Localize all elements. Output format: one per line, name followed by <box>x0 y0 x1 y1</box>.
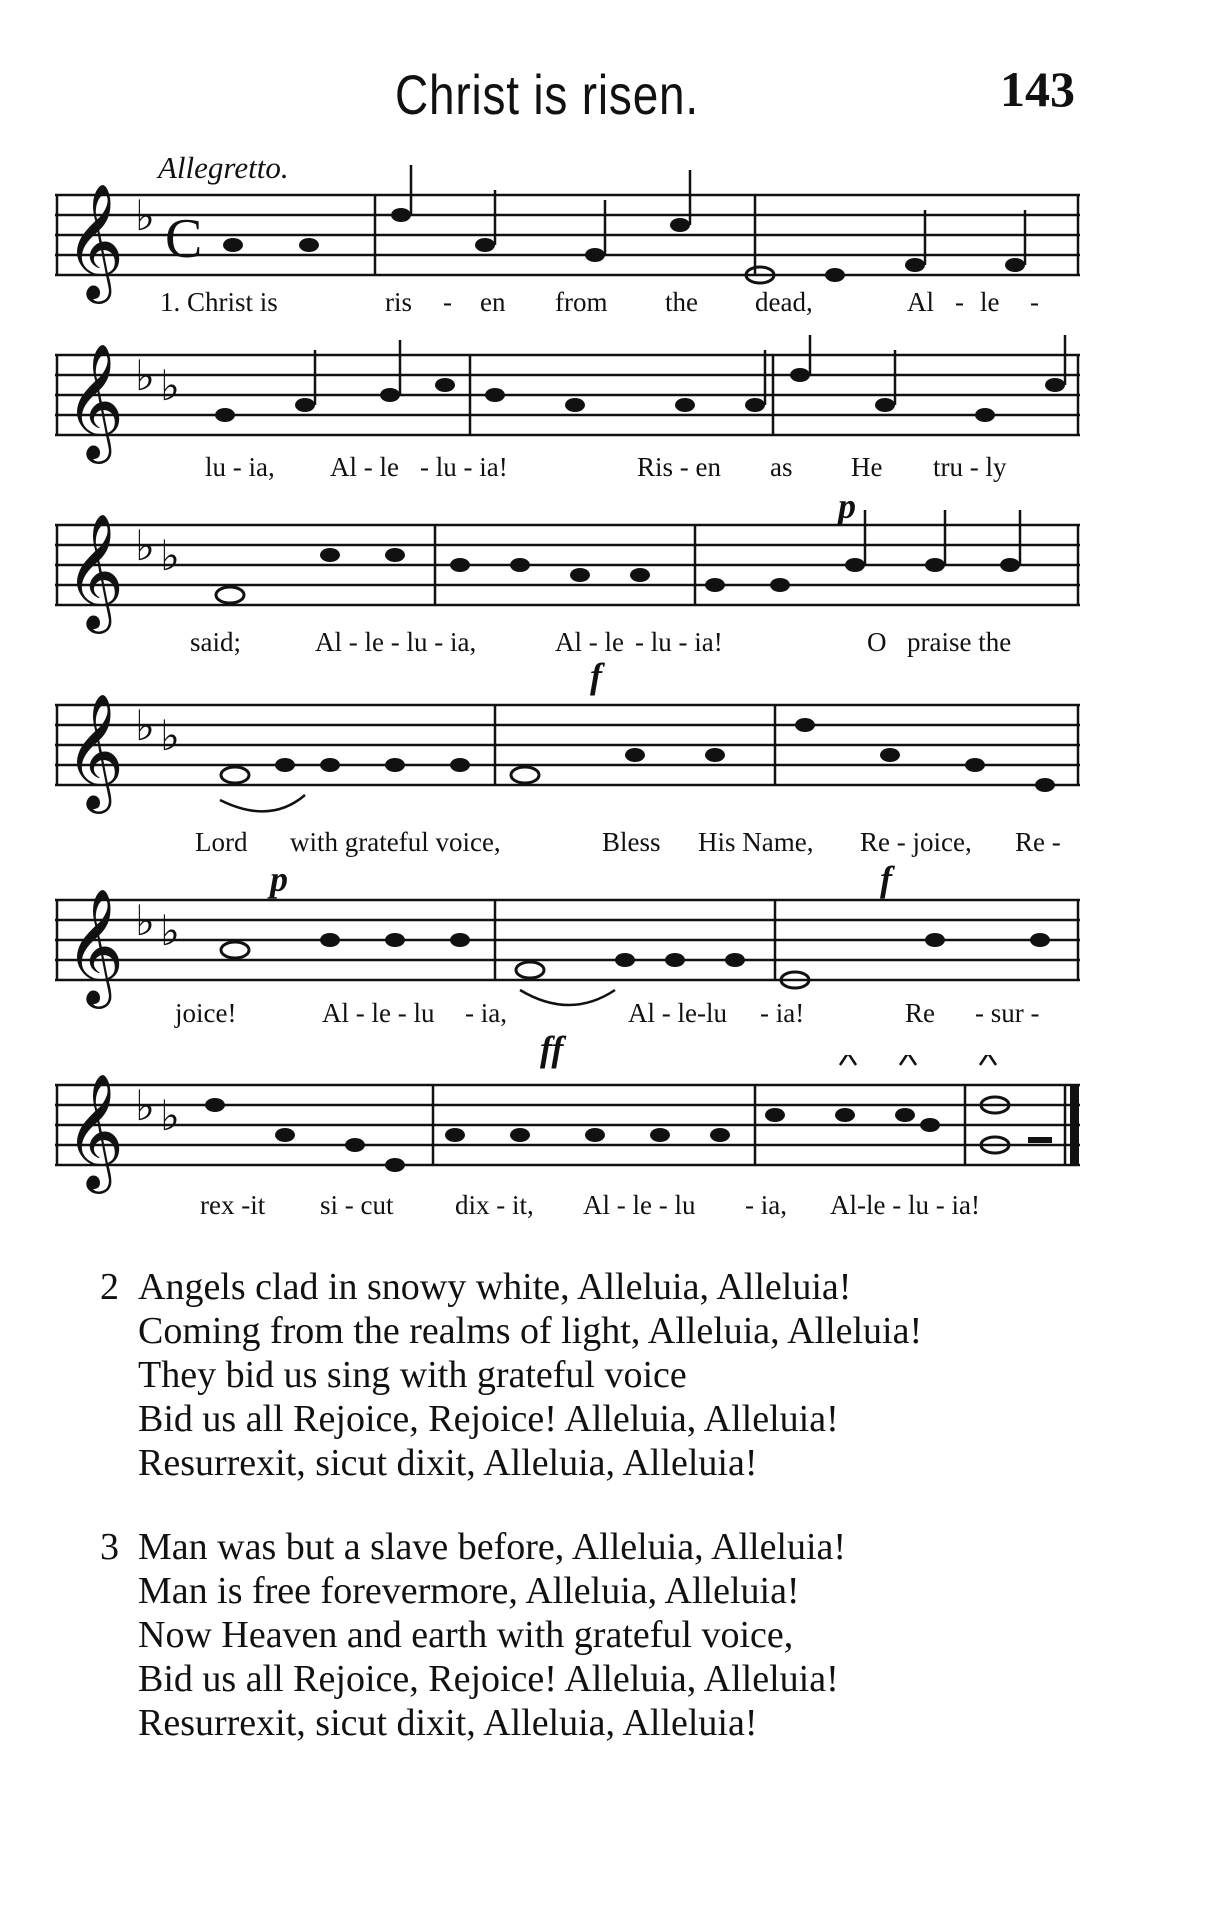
lyric-syllable: Al-le - lu - ia! <box>830 1190 980 1220</box>
svg-text:𝄞: 𝄞 <box>65 346 125 457</box>
verse-2 <box>100 1265 922 1485</box>
verse-line <box>100 1353 922 1397</box>
lyric-syllable: - <box>955 287 964 317</box>
svg-text:C: C <box>165 208 203 270</box>
music-system-3 <box>55 505 1085 655</box>
lyric-syllable: Bless <box>602 827 661 857</box>
music-system-1 <box>55 165 1085 315</box>
lyric-syllable: Al - le <box>330 452 399 482</box>
verse-text: Now Heaven and earth with grateful voice, <box>138 1614 794 1656</box>
lyric-syllable: O <box>867 627 887 657</box>
verse-line <box>100 1441 922 1485</box>
lyric-syllable: Al - le - lu - ia, <box>315 627 477 657</box>
music-system-2 <box>55 335 1085 485</box>
svg-text:♭: ♭ <box>135 524 155 570</box>
lyric-syllable: Re - <box>1015 827 1061 857</box>
verse-line <box>100 1265 922 1309</box>
staff-6 <box>55 1055 1085 1205</box>
dynamic-f-1: f <box>590 656 602 696</box>
verse-text: Angels clad in snowy white, Alleluia, Alleluia! <box>138 1266 852 1308</box>
svg-text:♭: ♭ <box>160 909 180 955</box>
lyric-syllable: joice! <box>175 998 237 1028</box>
verse-number: 2 <box>100 1266 119 1308</box>
verse-line <box>100 1525 922 1569</box>
verse-line <box>100 1397 922 1441</box>
lyric-syllable: Al - le <box>555 627 624 657</box>
lyric-syllable: He <box>851 452 883 482</box>
svg-text:𝄞: 𝄞 <box>65 696 125 807</box>
verse-number: 3 <box>100 1526 119 1568</box>
dynamic-ff: ff <box>540 1029 564 1069</box>
svg-text:♭: ♭ <box>160 1094 180 1140</box>
lyric-syllable: - lu - ia! <box>420 452 508 482</box>
lyric-syllable: ris <box>385 287 412 317</box>
svg-text:𝄞: 𝄞 <box>65 891 125 1002</box>
page-title: Christ is risen. <box>395 63 700 126</box>
lyric-syllable: - ia! <box>760 998 805 1028</box>
music-system-5 <box>55 880 1085 1030</box>
svg-text:𝄞: 𝄞 <box>65 516 125 627</box>
lyric-syllable: lu - ia, <box>205 452 275 482</box>
lyric-syllable: le <box>980 287 1000 317</box>
lyric-syllable: - ia, <box>465 998 507 1028</box>
dynamic-p-2: p <box>270 859 288 899</box>
svg-text:♭: ♭ <box>135 704 155 750</box>
music-system-4 <box>55 675 1085 857</box>
lyric-syllable: from <box>555 287 608 317</box>
verse-line <box>100 1613 922 1657</box>
lyric-syllable: His Name, <box>698 827 814 857</box>
verse-line <box>100 1657 922 1701</box>
lyric-syllable: dead, <box>755 287 813 317</box>
verse-text: Resurrexit, sicut dixit, Alleluia, Alleluia! <box>138 1442 758 1484</box>
verse-text: Man was but a slave before, Alleluia, Alleluia! <box>138 1526 847 1568</box>
svg-text:♭: ♭ <box>135 354 155 400</box>
svg-text:𝄞: 𝄞 <box>65 1076 125 1187</box>
lyric-syllable: dix - it, <box>455 1190 534 1220</box>
lyric-syllable: with grateful voice, <box>290 827 501 857</box>
page-number: 143 <box>1000 61 1075 117</box>
lyric-syllable: Re - joice, <box>860 827 972 857</box>
svg-text:♭: ♭ <box>160 364 180 410</box>
lyric-syllable: - <box>443 287 452 317</box>
lyric-syllable: rex -it <box>200 1190 266 1220</box>
verse-text: Coming from the realms of light, Alleluia, Alleluia! <box>138 1310 923 1352</box>
verse-text: Resurrexit, sicut dixit, Alleluia, Alleluia! <box>138 1702 758 1744</box>
verse-text: Bid us all Rejoice, Rejoice! Alleluia, Alleluia! <box>138 1658 839 1700</box>
svg-text:𝄞: 𝄞 <box>65 182 125 299</box>
verse-line <box>100 1701 922 1745</box>
lyric-syllable: Al - le - lu <box>583 1190 696 1220</box>
lyric-syllable: as <box>770 452 793 482</box>
dynamic-f-2: f <box>880 859 892 899</box>
lyric-syllable: said; <box>190 627 241 657</box>
verse-text: Man is free forevermore, Alleluia, Alleluia! <box>138 1570 800 1612</box>
lyric-syllable: Al - le - lu <box>322 998 435 1028</box>
verse-text: Bid us all Rejoice, Rejoice! Alleluia, Alleluia! <box>138 1398 839 1440</box>
lyric-syllable: 1. Christ is <box>160 287 278 317</box>
lyric-syllable: Al - le-lu <box>628 998 727 1028</box>
lyric-syllable: en <box>480 287 506 317</box>
lyric-syllable: - lu - ia! <box>635 627 723 657</box>
svg-text:♭: ♭ <box>160 714 180 760</box>
lyric-syllable: si - cut <box>320 1190 394 1220</box>
svg-text:♭: ♭ <box>135 899 155 945</box>
lyric-syllable: - ia, <box>745 1190 787 1220</box>
verse-text: They bid us sing with grateful voice <box>138 1354 687 1396</box>
svg-text:♭: ♭ <box>160 534 180 580</box>
lyric-syllable: Re <box>905 998 935 1028</box>
verse-3 <box>100 1525 922 1745</box>
lyric-syllable: Lord <box>195 827 248 857</box>
svg-text:♭: ♭ <box>135 194 155 240</box>
music-system-6 <box>55 1055 1085 1220</box>
tempo-marking: Allegretto. <box>158 150 289 185</box>
verse-line <box>100 1569 922 1613</box>
dynamic-p-1: p <box>838 486 856 526</box>
lyric-syllable: praise the <box>907 627 1012 657</box>
staff-4 <box>55 675 1085 825</box>
lyric-syllable: tru - ly <box>933 452 1007 482</box>
lyric-syllable: Al <box>907 287 934 317</box>
lyric-syllable: - sur - <box>975 998 1040 1028</box>
verses-section <box>100 1265 922 1785</box>
verse-line <box>100 1309 922 1353</box>
lyric-syllable: Ris - en <box>637 452 721 482</box>
lyric-syllable: the <box>665 287 698 317</box>
lyric-syllable: - <box>1030 287 1039 317</box>
svg-text:♭: ♭ <box>135 1084 155 1130</box>
